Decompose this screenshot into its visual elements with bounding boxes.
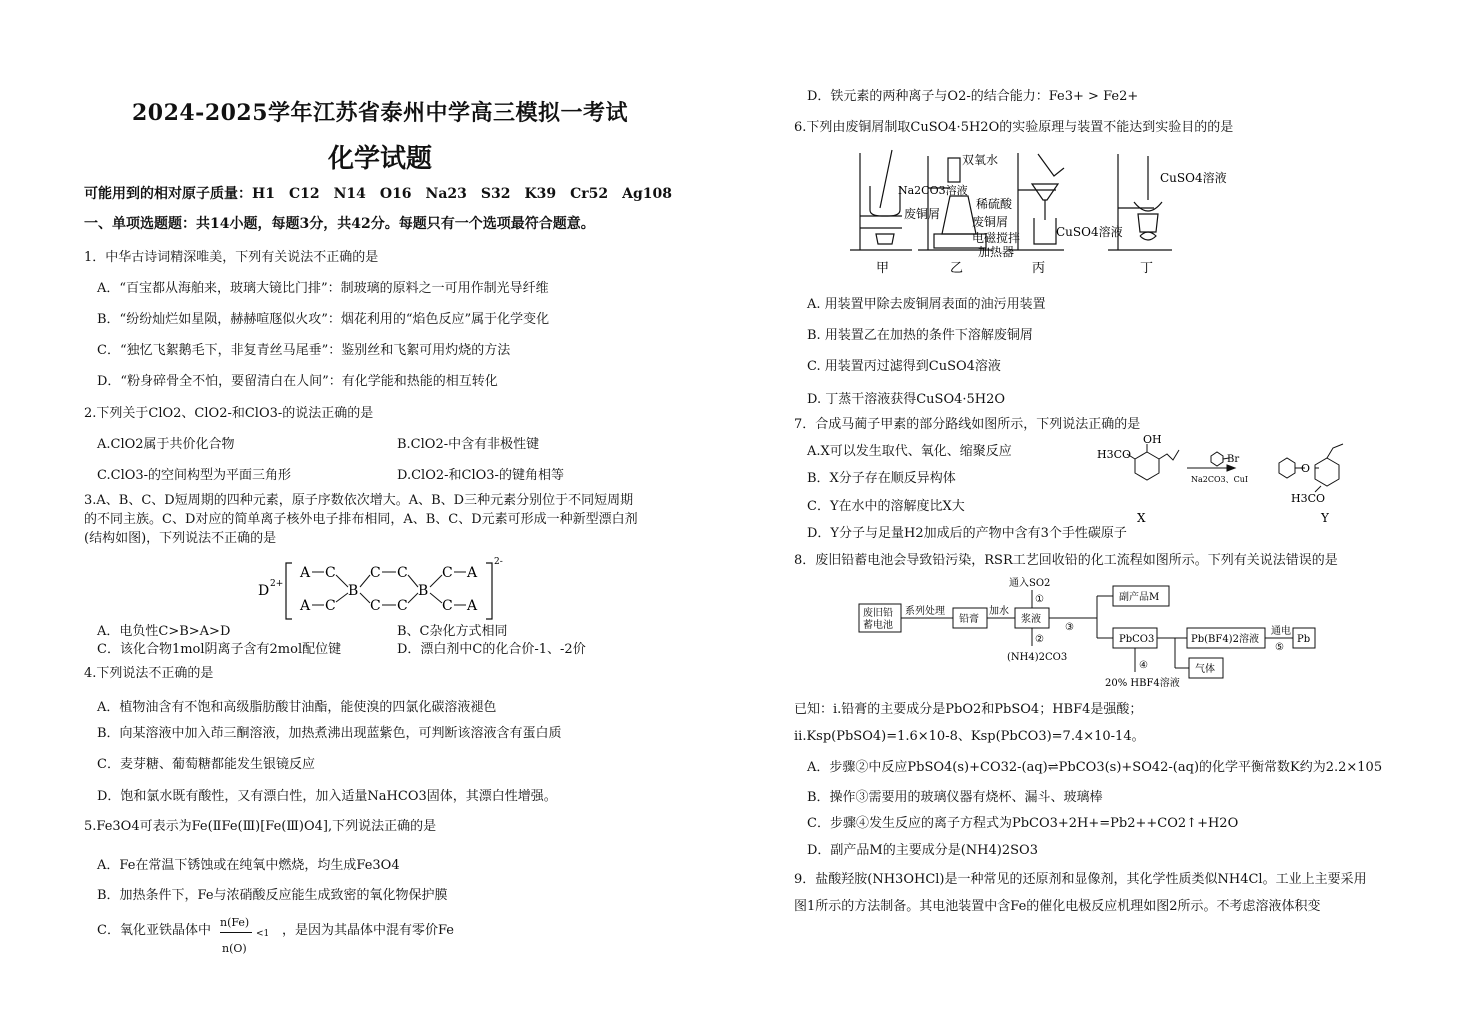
- page-title: 2024-2025学年江苏省泰州中学高三模拟一考试: [131, 100, 629, 126]
- label-yi: 乙: [950, 261, 964, 276]
- q8-option-a: A．步骤②中反应PbSO4(s)+CO32-(aq)⇌PbCO3(s)+SO42-(aq)的化学平衡常数K约为2.2×105: [807, 760, 1383, 775]
- q4-option-a: A．植物油含有不饱和高级脂肪酸甘油酯，能使溴的四氯化碳溶液褪色: [97, 700, 497, 715]
- struct-b2: B: [418, 583, 429, 599]
- label-x: X: [1137, 511, 1146, 525]
- label-scrap: 废铜屑: [904, 207, 941, 221]
- struct-c6: C: [397, 598, 408, 614]
- struct-b1: B: [348, 583, 359, 599]
- q3-option-b: B、C杂化方式相同: [397, 624, 508, 639]
- q2-option-c: C.ClO3-的空间构型为平面三角形: [97, 468, 292, 483]
- label-bing: 丙: [1032, 261, 1046, 276]
- q5-fraction-numerator: n(Fe): [220, 916, 250, 929]
- q2-stem: 2.下列关于ClO2、ClO2-和ClO3-的说法正确的是: [84, 406, 374, 421]
- page-subtitle: 化学试题: [327, 144, 432, 174]
- q5-option-c-prefix: C．氧化亚铁晶体中: [97, 923, 211, 938]
- q2-option-d: D.ClO2-和ClO3-的键角相等: [397, 468, 564, 483]
- q7-option-c: C．Y在水中的溶解度比X大: [807, 499, 965, 514]
- q3-structure-diagram: [250, 555, 520, 625]
- q4-option-b: B．向某溶液中加入茚三酮溶液，加热煮沸出现蓝紫色，可判断该溶液含有蛋白质: [97, 726, 562, 741]
- q6-stem: 6.下列由废铜屑制取CuSO4·5H2O的实验原理与装置不能达到实验目的的是: [794, 120, 1234, 135]
- q7-option-a: A.X可以发生取代、氧化、缩聚反应: [807, 444, 1012, 459]
- q6-option-a: A. 用装置甲除去废铜屑表面的油污用装置: [807, 297, 1046, 312]
- q7-option-d: D．Y分子与足量H2加成后的产物中含有3个手性碳原子: [807, 526, 1127, 541]
- q1-option-c: C．“独忆飞絮鹅毛下，非复青丝马尾垂”：鉴别丝和飞絮可用灼烧的方法: [97, 343, 511, 358]
- q1-option-a: A．“百宝都从海舶来，玻璃大镜比门排”：制玻璃的原料之一可用作制光导纤维: [97, 281, 549, 296]
- flow-byproduct: 副产品M: [1119, 592, 1160, 603]
- flow-so2: 通入SO2: [1009, 578, 1051, 589]
- reagent-conditions: Na2CO3、CuI: [1191, 475, 1249, 484]
- label-cuso4-b: CuSO4溶液: [1056, 225, 1123, 239]
- label-h2so4: 稀硫酸: [976, 197, 1013, 211]
- q1-option-d: D．“粉身碎骨全不怕，要留清白在人间”：有化学能和热能的相互转化: [97, 374, 498, 389]
- label-scrap2: 废铜屑: [972, 215, 1009, 229]
- struct-c7: C: [442, 565, 453, 581]
- q1-stem: 1．中华古诗词精深唯美，下列有关说法不正确的是: [84, 250, 379, 265]
- label-jia: 甲: [876, 261, 890, 276]
- q5-option-d: D．铁元素的两种离子与O2-的结合能力：Fe3+ > Fe2+: [807, 89, 1139, 104]
- struct-anion-charge: 2-: [494, 557, 503, 567]
- struct-a3: A: [467, 565, 478, 581]
- q5-fraction-bar: [220, 932, 252, 933]
- struct-cation: D: [258, 583, 270, 599]
- q4-option-c: C．麦芽糖、葡萄糖都能发生银镜反应: [97, 757, 315, 772]
- label-heater: 加热器: [978, 245, 1015, 259]
- struct-c8: C: [442, 598, 453, 614]
- q9-stem-line2: 图1所示的方法制备。其电池装置中含Fe的催化电极反应机理如图2所示。不考虑溶液体积变: [794, 899, 1321, 914]
- struct-a1: A: [300, 565, 311, 581]
- flow-pb: Pb: [1297, 634, 1311, 645]
- section-heading: 一、单项选题题：共14小题，每题3分，共42分。每题只有一个选项最符合题意。: [84, 216, 595, 232]
- struct-c4: C: [397, 565, 408, 581]
- q8-known-2: ii.Ksp(PbSO4)=1.6×10-8、Ksp(PbCO3)=7.4×10-14。: [794, 729, 1145, 744]
- q5-option-b: B．加热条件下，Fe与浓硝酸反应能生成致密的氧化物保护膜: [97, 888, 448, 903]
- flow-water: 加水: [989, 606, 1009, 617]
- flow-step3: ③: [1065, 622, 1074, 633]
- flow-hbf4: 20% HBF4溶液: [1105, 678, 1180, 689]
- flow-process: 系列处理: [905, 606, 945, 617]
- struct-a2: A: [300, 598, 311, 614]
- struct-a4: A: [467, 598, 478, 614]
- q3-stem-line2: 的不同主族。C、D对应的简单离子核外电子排布相同，A、B、C、D元素可形成一种新型漂白剂: [84, 512, 638, 527]
- q4-stem: 4.下列说法不正确的是: [84, 666, 214, 681]
- struct-c2: C: [325, 598, 336, 614]
- label-h2o2: 双氧水: [962, 153, 999, 167]
- flow-paste: 铅膏: [959, 614, 979, 625]
- q5-stem: 5.Fe3O4可表示为Fe(ⅡFe(Ⅲ)[Fe(Ⅲ)O4],下列说法正确的是: [84, 819, 437, 834]
- q9-stem-line1: 9．盐酸羟胺(NH3OHCl)是一种常见的还原剂和显像剂，其化学性质类似NH4Cl。工业上主要采用: [794, 872, 1367, 887]
- q4-option-d: D．饱和氯水既有酸性，又有漂白性，加入适量NaHCO3固体，其漂白性增强。: [97, 789, 557, 804]
- q6-option-c: C. 用装置丙过滤得到CuSO4溶液: [807, 359, 1001, 374]
- q6-apparatus-diagram: [842, 148, 1362, 278]
- flow-gas: 气体: [1195, 664, 1215, 675]
- struct-cation-charge: 2+: [270, 579, 284, 589]
- flow-nh4co3: (NH4)2CO3: [1007, 652, 1068, 663]
- q3-stem-line3: (结构如图)，下列说法不正确的是: [84, 531, 277, 546]
- q3-option-c: C．该化合物1mol阴离子含有2mol配位键: [97, 642, 342, 657]
- struct-c5: C: [370, 598, 381, 614]
- flow-step5: ⑤: [1275, 642, 1284, 653]
- q2-option-a: A.ClO2属于共价化合物: [97, 437, 235, 452]
- label-y: Y: [1321, 511, 1329, 525]
- q3-option-d: D．漂白剂中C的化合价-1、-2价: [397, 642, 586, 657]
- flow-step1: ①: [1035, 594, 1044, 605]
- q7-stem: 7．合成马蔺子甲素的部分路线如图所示，下列说法正确的是: [794, 417, 1141, 432]
- q8-option-c: C．步骤④发生反应的离子方程式为PbCO3+2H+=Pb2++CO2↑+H2O: [807, 816, 1239, 831]
- q8-stem: 8．废旧铅蓄电池会导致铅污染，RSR工艺回收铅的化工流程如图所示。下列有关说法错误的是: [794, 553, 1338, 568]
- y-o: O: [1301, 462, 1311, 475]
- label-na2co3: Na2CO3溶液: [898, 184, 968, 197]
- q1-option-b: B．“纷纷灿烂如星陨，赫赫喧豗似火攻”：烟花利用的“焰色反应”属于化学变化: [97, 312, 550, 327]
- q7-option-b: B．X分子存在顺反异构体: [807, 471, 956, 486]
- q2-option-b: B.ClO2-中含有非极性键: [397, 437, 540, 452]
- flow-pbco3: PbCO3: [1119, 634, 1155, 645]
- q8-option-d: D．副产品M的主要成分是(NH4)2SO3: [807, 843, 1038, 858]
- atomic-masses: 可能用到的相对原子质量：H1 C12 N14 O16 Na23 S32 K39 Cr52 Ag108: [84, 186, 673, 202]
- q5-fraction-denominator: n(O): [222, 942, 247, 955]
- q8-flowchart: [857, 574, 1347, 694]
- flow-battery-1: 废旧铅: [863, 608, 893, 619]
- q6-option-d: D. 丁蒸干溶液获得CuSO4·5H2O: [807, 392, 1006, 407]
- q8-option-b: B．操作③需要用的玻璃仪器有烧杯、漏斗、玻璃棒: [807, 790, 1103, 805]
- q6-option-b: B. 用装置乙在加热的条件下溶解废铜屑: [807, 328, 1033, 343]
- y-h3co: H3CO: [1291, 492, 1326, 505]
- label-ding: 丁: [1140, 261, 1154, 276]
- q5-fraction-relation: <1: [256, 929, 270, 939]
- struct-c3: C: [370, 565, 381, 581]
- struct-c1: C: [325, 565, 336, 581]
- q5-option-a: A．Fe在常温下锈蚀或在纯氧中燃烧，均生成Fe3O4: [97, 858, 400, 873]
- flow-step4: ④: [1139, 660, 1148, 671]
- label-cuso4-d: CuSO4溶液: [1160, 171, 1227, 185]
- label-stirrer: 电磁搅拌: [972, 231, 1021, 245]
- q5-option-c-suffix: ，是因为其晶体中混有零价Fe: [282, 923, 455, 938]
- q3-stem-line1: 3.A、B、C、D短周期的四种元素，原子序数依次增大。A、B、D三种元素分别位于不同短周期: [84, 493, 634, 508]
- flow-pbbf4: Pb(BF4)2溶液: [1191, 634, 1259, 645]
- flow-slurry: 浆液: [1021, 614, 1041, 625]
- flow-electric: 通电: [1271, 626, 1291, 637]
- x-h3co: H3CO: [1097, 448, 1132, 461]
- q8-known-1: 已知：i.铅膏的主要成分是PbO2和PbSO4；HBF4是强酸；: [794, 702, 1143, 717]
- flow-step2: ②: [1035, 634, 1044, 645]
- reagent-br: Br: [1227, 454, 1240, 465]
- x-oh: OH: [1143, 433, 1162, 446]
- q3-option-a: A．电负性C>B>A>D: [97, 624, 231, 639]
- q7-reaction-scheme: [1097, 430, 1397, 526]
- flow-battery-2: 蓄电池: [863, 620, 893, 631]
